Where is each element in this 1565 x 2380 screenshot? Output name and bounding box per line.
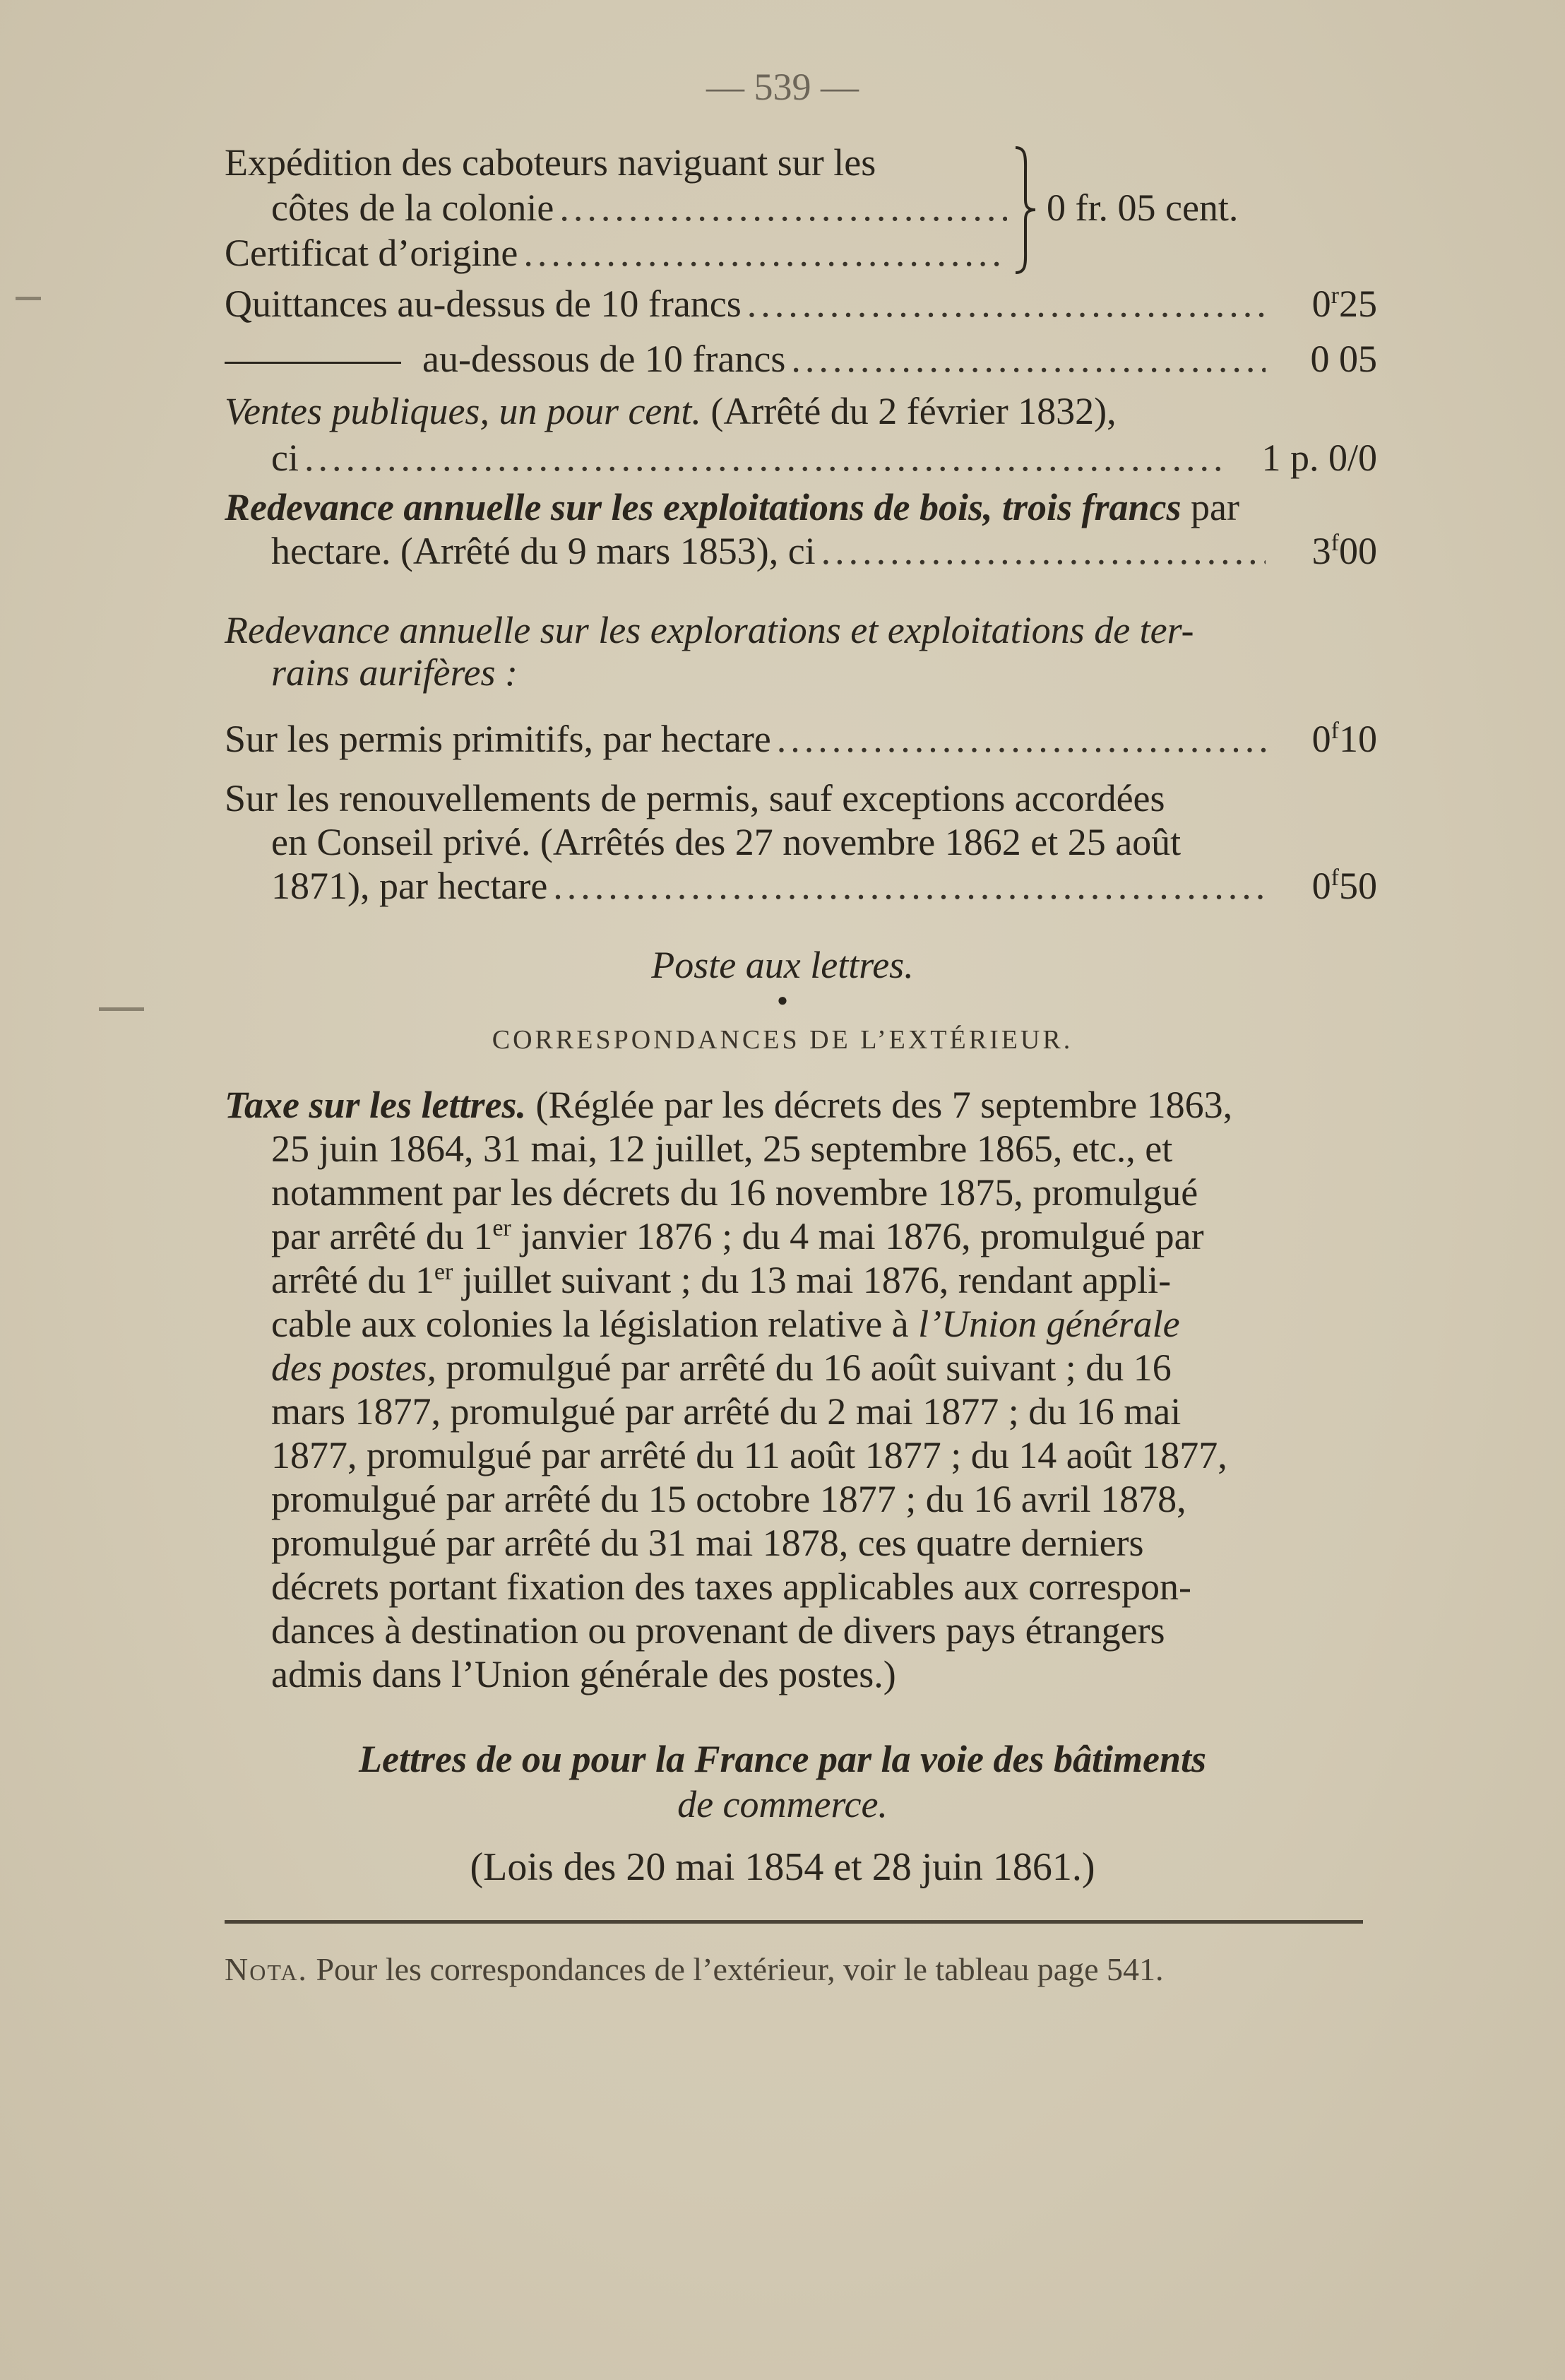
- ditto-rule: [225, 362, 401, 364]
- correspondances-title: CORRESPONDANCES DE L’EXTÉRIEUR.: [492, 1025, 1073, 1055]
- lettres-line2: de commerce.: [677, 1783, 888, 1825]
- taxe-line8: mars 1877, promulgué par arrêté du 2 mai 1877 ; du 16 mai: [271, 1390, 1182, 1433]
- permis-primitifs-row: [225, 718, 1377, 760]
- taxe-title: Taxe sur les lettres.: [225, 1084, 527, 1126]
- ventes-rest: (Arrêté du 2 février 1832),: [701, 390, 1117, 432]
- curly-brace: [1011, 145, 1040, 276]
- expedition-line3: [225, 232, 1013, 274]
- ornament-dot: ●: [777, 990, 788, 1010]
- nota-text: Pour les correspondances de l’extérieur, voir le tableau page 541.: [307, 1951, 1164, 1987]
- leader-dots: [777, 718, 1266, 760]
- taxe-line5: arrêté du 1er juillet suivant ; du 13 mai 1876, rendant appli-: [271, 1259, 1172, 1301]
- expedition-label2: côtes de la colonie: [271, 187, 554, 229]
- taxe-line11: promulgué par arrêté du 31 mai 1878, ces quatre derniers: [271, 1522, 1144, 1564]
- nota-label: Nota.: [225, 1951, 308, 1987]
- quittances-above-row: [225, 283, 1377, 325]
- footnote-rule: [225, 1920, 1363, 1924]
- taxe-line7: des postes, promulgué par arrêté du 16 août suivant ; du 16: [271, 1346, 1172, 1389]
- lettres-line1: Lettres de ou pour la France par la voie des bâtiments: [359, 1738, 1206, 1780]
- ventes-ci-row: [271, 437, 1377, 479]
- taxe-line10: promulgué par arrêté du 15 octobre 1877 ; du 16 avril 1878,: [271, 1478, 1186, 1520]
- taxe-line3: notamment par les décrets du 16 novembre 1875, promulgué: [271, 1171, 1198, 1214]
- ventes-value: 1 p. 0/0: [1261, 437, 1377, 479]
- quittances-above-label: Quittances au-dessus de 10 francs: [225, 283, 742, 325]
- quittances-below-label: au-dessous de 10 francs: [225, 338, 785, 380]
- permis-primitifs-label: Sur les permis primitifs, par hectare: [225, 718, 771, 760]
- taxe-line4: par arrêté du 1er janvier 1876 ; du 4 mai 1876, promulgué par: [271, 1215, 1204, 1257]
- leader-dots: [523, 232, 1007, 274]
- leader-dots: [304, 437, 1223, 479]
- renouvellements-row: [271, 865, 1377, 907]
- redevance-auriferes-line1: Redevance annuelle sur les explorations et exploitations de ter-: [225, 609, 1194, 651]
- taxe-line2: 25 juin 1864, 31 mai, 12 juillet, 25 septembre 1865, etc., et: [271, 1127, 1173, 1170]
- taxe-line14: admis dans l’Union générale des postes.): [271, 1653, 896, 1695]
- renouvellements-value: 0$^f$50: [1311, 865, 1377, 907]
- renouvellements-label: 1871), par hectare: [271, 865, 548, 907]
- lettres-lois: (Lois des 20 mai 1854 et 28 juin 1861.): [470, 1845, 1095, 1889]
- margin-mark: [16, 297, 41, 300]
- redevance-bois-label: hectare. (Arrêté du 9 mars 1853), ci: [271, 530, 816, 572]
- taxe-line1: Taxe sur les lettres. (Réglée par les décrets des 7 septembre 1863,: [225, 1084, 1233, 1126]
- renouvellements-line1: Sur les renouvellements de permis, sauf exceptions accordées: [225, 777, 1165, 819]
- quittances-below-row: [225, 338, 1377, 380]
- expedition-label3: Certificat d’origine: [225, 232, 518, 274]
- taxe-line9: 1877, promulgué par arrêté du 11 août 1877 ; du 14 août 1877,: [271, 1434, 1227, 1476]
- leader-dots: [791, 338, 1266, 380]
- quittances-above-value: 0$^r$25: [1311, 283, 1377, 325]
- quittances-below-value: 0 05: [1310, 338, 1377, 380]
- redevance-bois-title: Redevance annuelle sur les exploitations de bois, trois francs: [225, 486, 1182, 528]
- leader-dots: [553, 865, 1266, 907]
- page-number: — 539 —: [706, 66, 859, 108]
- redevance-bois-row: [271, 530, 1377, 572]
- ventes-ci: ci: [271, 437, 299, 479]
- taxe-line12: décrets portant fixation des taxes applicables aux correspon-: [271, 1565, 1192, 1608]
- nota-line: [225, 1948, 1164, 1991]
- redevance-bois-par: par: [1181, 486, 1239, 528]
- expedition-value: 0 fr. 05 cent.: [1047, 187, 1239, 229]
- permis-primitifs-value: 0$^f$10: [1311, 718, 1377, 760]
- redevance-auriferes-line2: rains aurifères :: [271, 651, 518, 694]
- ventes-title: Ventes publiques, un pour cent.: [225, 390, 701, 432]
- redevance-bois-value: 3$^f$00: [1311, 530, 1377, 572]
- ventes-line1: [225, 390, 1377, 432]
- expedition-line1: Expédition des caboteurs naviguant sur les: [225, 141, 876, 184]
- expedition-line2: [271, 187, 1013, 229]
- leader-dots: [559, 187, 1007, 229]
- redevance-bois-line1: [225, 486, 1377, 528]
- leader-dots: [821, 530, 1266, 572]
- taxe-line6: cable aux colonies la législation relative à l’Union générale: [271, 1303, 1180, 1345]
- taxe-line13: dances à destination ou provenant de divers pays étrangers: [271, 1609, 1165, 1652]
- renouvellements-line2: en Conseil privé. (Arrêtés des 27 novembre 1862 et 25 août: [271, 821, 1182, 863]
- poste-title: Poste aux lettres.: [651, 944, 914, 986]
- leader-dots: [747, 283, 1266, 325]
